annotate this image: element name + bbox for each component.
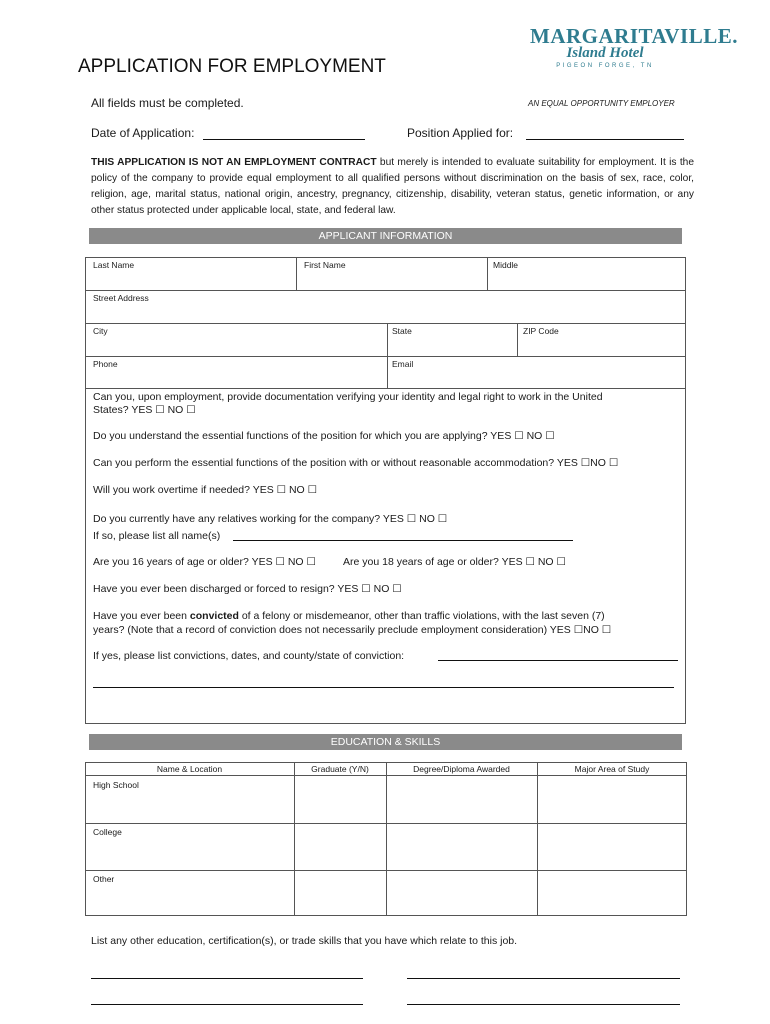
email-field[interactable]: Email	[392, 359, 414, 369]
table-header-degree: Degree/Diploma Awarded	[413, 764, 510, 774]
logo-location: PIGEON FORGE, TN	[556, 63, 654, 69]
other-skills-line-4[interactable]	[407, 1004, 680, 1005]
question-work-auth-answer[interactable]: States? YES ☐ NO ☐	[93, 404, 196, 416]
other-skills-line-1[interactable]	[91, 978, 363, 979]
other-skills-prompt: List any other education, certification(s), or trade skills that you have which relate to this job.	[91, 935, 518, 947]
education-section-header: EDUCATION & SKILLS	[89, 734, 682, 750]
convicted-pre: Have you ever been	[93, 610, 190, 622]
relatives-names-label: If so, please list all name(s)	[93, 530, 221, 542]
convictions-field-line-2[interactable]	[93, 687, 674, 688]
question-relatives[interactable]: Do you currently have any relatives working for the company? YES ☐ NO ☐	[93, 513, 448, 525]
question-discharged[interactable]: Have you ever been discharged or forced to resign? YES ☐ NO ☐	[93, 583, 402, 595]
convictions-field[interactable]	[438, 660, 678, 661]
convicted-bold: convicted	[189, 610, 239, 622]
col-divider	[487, 257, 488, 290]
last-name-field[interactable]: Last Name	[93, 260, 135, 270]
middle-name-field[interactable]: Middle	[493, 260, 519, 270]
logo-sub: Island Hotel	[566, 45, 644, 61]
page-title: APPLICATION FOR EMPLOYMENT	[78, 56, 386, 77]
phone-field[interactable]: Phone	[93, 359, 118, 369]
question-convicted	[93, 610, 605, 623]
policy-text: but merely is intended to evaluate suitability for employment. It is the policy of the company to provide equal employment to all qualified persons without discrimination on the basis of sex, race, color, religion, age, marital status, national origin, ancestry, pregnancy, citizenship, disability, veteran status, genetic information, or any other status protected under applicable local, state, and federal law.	[91, 157, 694, 216]
question-convicted-answer[interactable]: years? (Note that a record of conviction does not necessarily preclude employment consideration) YES ☐NO ☐	[93, 624, 612, 636]
row-divider	[85, 323, 686, 324]
col-divider	[517, 323, 518, 356]
policy-bold: THIS APPLICATION IS NOT AN EMPLOYMENT CONTRACT	[91, 157, 377, 168]
row-divider	[85, 356, 686, 357]
table-col-divider	[537, 762, 538, 916]
table-row-high-school[interactable]: High School	[93, 780, 139, 790]
policy-paragraph	[91, 155, 694, 219]
table-header-major: Major Area of Study	[574, 764, 650, 774]
instructions-text: All fields must be completed.	[91, 96, 244, 110]
question-age-16[interactable]: Are you 16 years of age or older? YES ☐ NO ☐	[93, 556, 316, 568]
question-work-auth: Can you, upon employment, provide documentation verifying your identity and legal right to work in the United	[93, 391, 603, 403]
street-field[interactable]: Street Address	[93, 293, 149, 303]
table-col-divider	[294, 762, 295, 916]
question-essential-functions[interactable]: Do you understand the essential functions of the position for which you are applying? YES ☐ NO ☐	[93, 430, 555, 442]
state-field[interactable]: State	[392, 326, 412, 336]
first-name-field[interactable]: First Name	[304, 260, 346, 270]
table-row-college[interactable]: College	[93, 827, 122, 837]
eeo-statement: AN EQUAL OPPORTUNITY EMPLOYER	[528, 99, 675, 108]
other-skills-line-2[interactable]	[407, 978, 680, 979]
table-header-graduate: Graduate (Y/N)	[311, 764, 369, 774]
position-field[interactable]	[526, 139, 684, 140]
convictions-label: If yes, please list convictions, dates, and county/state of conviction:	[93, 650, 405, 662]
other-skills-line-3[interactable]	[91, 1004, 363, 1005]
table-col-divider	[386, 762, 387, 916]
row-divider	[85, 388, 686, 389]
question-age-18[interactable]: Are you 18 years of age or older? YES ☐ NO ☐	[343, 556, 566, 568]
zip-field[interactable]: ZIP Code	[523, 326, 559, 336]
question-accommodation[interactable]: Can you perform the essential functions of the position with or without reasonable accommodation? YES ☐NO ☐	[93, 457, 619, 469]
logo-name: MARGARITAVILLE.	[530, 24, 739, 48]
col-divider	[387, 323, 388, 388]
question-overtime[interactable]: Will you work overtime if needed? YES ☐ NO ☐	[93, 484, 318, 496]
city-field[interactable]: City	[93, 326, 108, 336]
company-logo	[530, 24, 739, 69]
position-label: Position Applied for:	[407, 126, 514, 140]
date-label: Date of Application:	[91, 126, 195, 140]
table-header-name-location: Name & Location	[156, 764, 223, 774]
relatives-names-field[interactable]	[233, 540, 573, 541]
date-field[interactable]	[203, 139, 365, 140]
table-row-other[interactable]: Other	[93, 874, 115, 884]
col-divider	[296, 257, 297, 290]
convicted-post: of a felony or misdemeanor, other than traffic violations, with the last seven (7)	[238, 610, 605, 622]
applicant-section-header: APPLICANT INFORMATION	[89, 228, 682, 244]
row-divider	[85, 290, 686, 291]
